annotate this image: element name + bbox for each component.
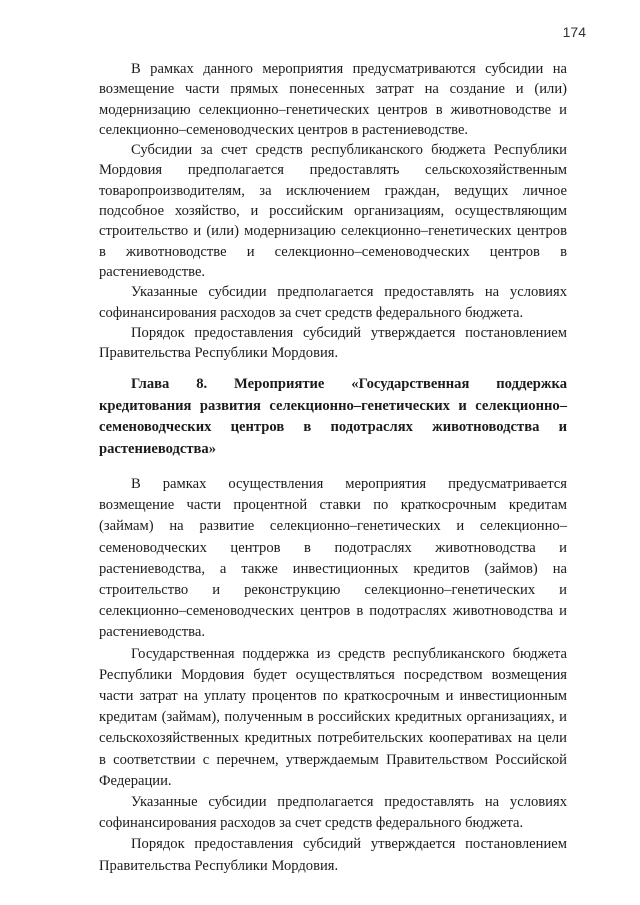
paragraph: Указанные субсидии предполагается предоставлять на условиях софинансирования расходов за счет средств федерального бюджета. [99,794,567,832]
section-chapter-8 [99,474,567,877]
section-intro [99,59,567,363]
page-number: 174 [562,24,586,40]
paragraph: Порядок предоставления субсидий утверждается постановлением Правительства Республики Мордовия. [99,836,567,874]
paragraph: В рамках осуществления мероприятия предусматривается возмещение части процентной ставки по краткосрочным кредитам (займам) на развитие селекционно–генетических и селекционно–семеноводческих центров в подотраслях животноводства и растениеводства, а также инвестиционных кредитов (займов) на строительство и реконструкцию селекционно–генетических и селекционно–семеноводческих центров в подотраслях животноводства и растениеводства. [99,476,567,641]
paragraph: Субсидии за счет средств республиканского бюджета Республики Мордовия предполагается предоставлять сельскохозяйственным товаропроизводителям, за исключением граждан, ведущих личное подсобное хозяйство, и российским организациям, осуществляющим строительство и (или) модернизацию селекционно–генетических центров в животноводстве и селекционно–семеноводческих центров в растениеводстве. [99,142,567,280]
paragraph: Государственная поддержка из средств республиканского бюджета Республики Мордовия будет осуществляться посредством возмещения части затрат на уплату процентов по краткосрочным и инвестиционным кредитам (займам), полученным в российских кредитных организациях, и сельскохозяйственных кредитных потребительских кооперативах на цели в соответствии с перечнем, утверждаемым Правительством Российской Федерации. [99,645,567,789]
paragraph: В рамках данного мероприятия предусматриваются субсидии на возмещение части прямых понесенных затрат на создание и (или) модернизацию селекционно–генетических центров в животноводстве и селекционно–семеноводческих центров в растениеводстве. [99,61,567,138]
paragraph: Указанные субсидии предполагается предоставлять на условиях софинансирования расходов за счет средств федерального бюджета. [99,284,567,321]
chapter-heading: Глава 8. Мероприятие «Государственная поддержка кредитования развития селекционно–генетических и селекционно–семеноводческих центров в подотраслях животноводства и растениеводства» [99,376,567,457]
paragraph: Порядок предоставления субсидий утверждается постановлением Правительства Республики Мордовия. [99,324,567,362]
